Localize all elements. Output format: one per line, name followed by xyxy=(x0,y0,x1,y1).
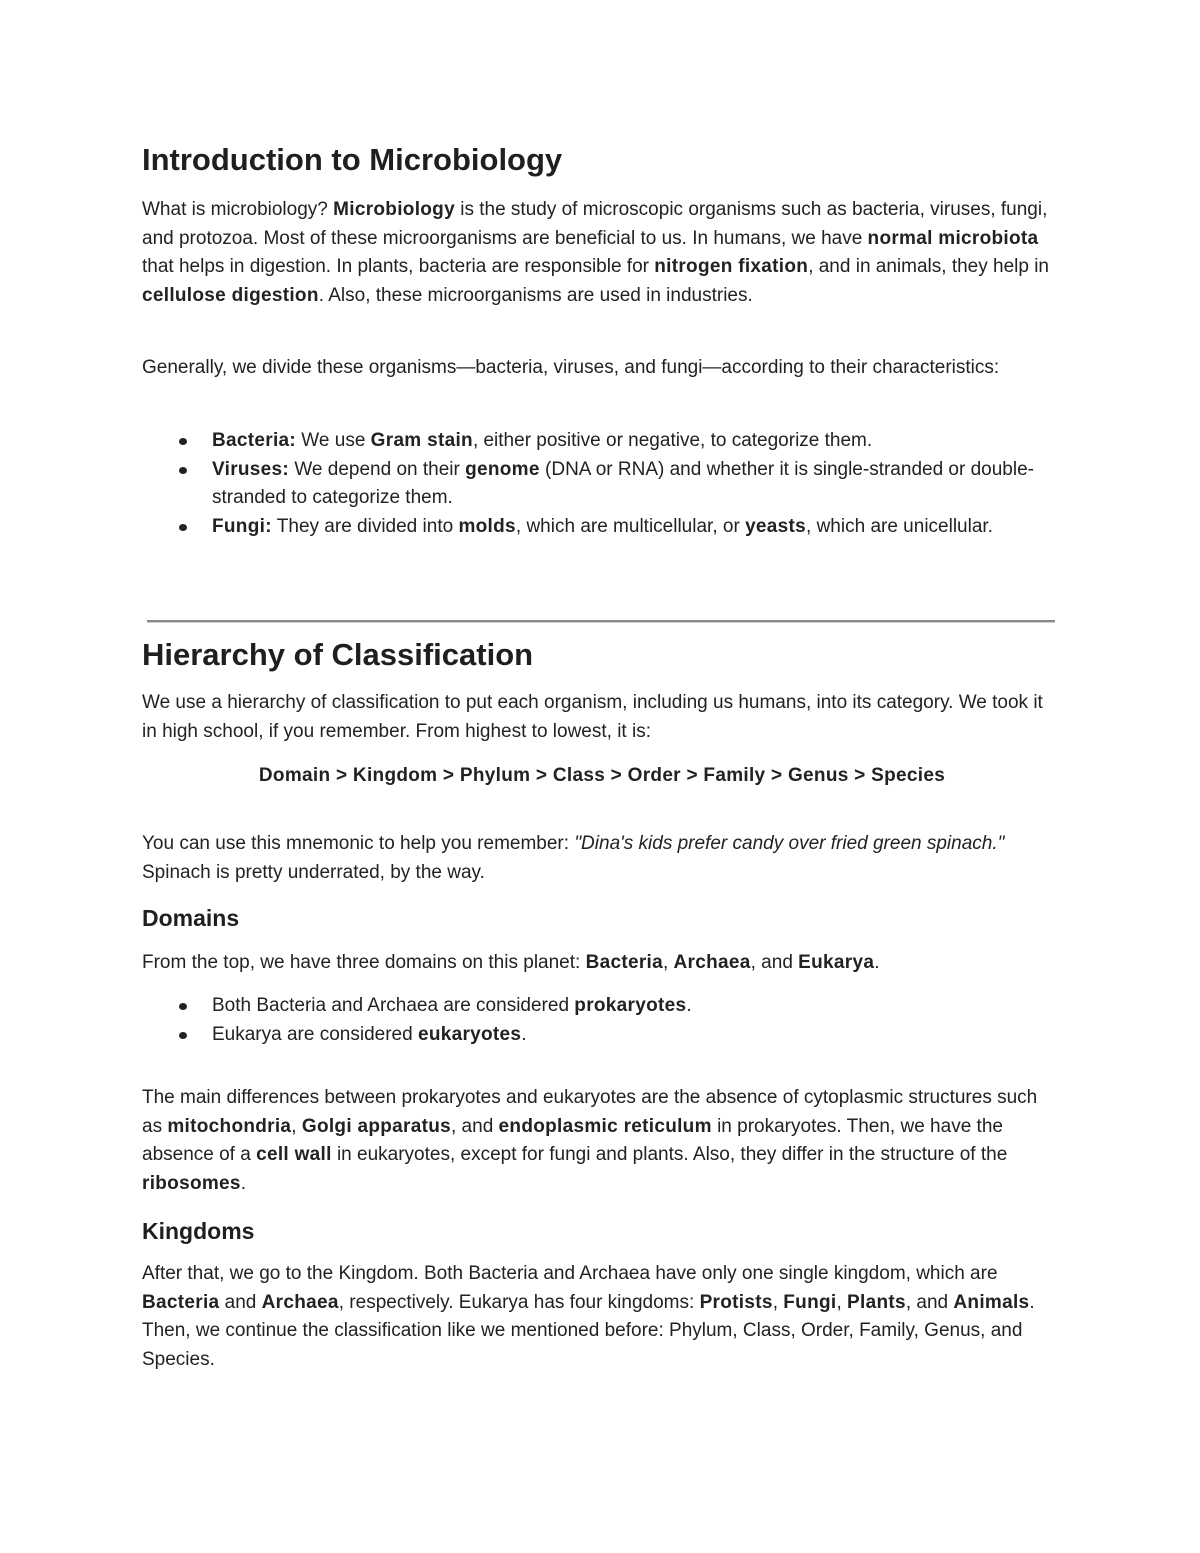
text-run: Spinach is pretty underrated, by the way. xyxy=(142,861,485,883)
organism-list xyxy=(142,427,1062,541)
bold-term: Gram stain xyxy=(370,430,473,451)
bold-term: molds xyxy=(458,515,516,537)
text-run: (DNA or RNA) and whether it is single-stranded or double-stranded to categorize them. xyxy=(212,458,1034,508)
domains-paragraph xyxy=(142,949,1062,978)
bold-term: Viruses: xyxy=(212,458,290,480)
bullet-icon xyxy=(179,438,187,445)
bold-term: nitrogen fixation xyxy=(654,256,809,277)
text-run: that helps in digestion. In plants, bacteria are responsible for xyxy=(142,256,655,277)
bold-term: Bacteria xyxy=(585,952,663,973)
list-item xyxy=(142,513,1062,542)
hierarchy-title: Hierarchy of Classification xyxy=(142,637,534,672)
text-run: . xyxy=(686,995,692,1016)
bold-term: Bacteria: xyxy=(212,430,297,451)
intro-paragraph xyxy=(142,196,1062,310)
text-run: , and xyxy=(451,1115,499,1137)
bold-term: yeasts xyxy=(745,515,807,537)
bold-term: cellulose digestion xyxy=(142,284,319,306)
text-run: . Then, we continue the classification like we mentioned before: Phylum, Class, Order, Family, Genus, and Species. xyxy=(142,1291,1035,1370)
text-run: Eukarya are considered xyxy=(212,1023,418,1045)
text-run: , which are unicellular. xyxy=(806,515,993,537)
domains-list xyxy=(142,992,1062,1049)
divide-paragraph xyxy=(142,354,1062,383)
bold-term: Fungi xyxy=(783,1291,837,1313)
list-item xyxy=(142,1021,1062,1050)
bold-term: Eukarya xyxy=(798,952,875,973)
text-run: , xyxy=(836,1291,848,1313)
text-run: The main differences between prokaryotes and eukaryotes are the absence of cytoplasmic structures such as xyxy=(142,1087,1038,1137)
text-run: , xyxy=(772,1291,784,1313)
bold-term: genome xyxy=(465,458,540,480)
bold-term: Animals xyxy=(953,1291,1030,1313)
text-run: , either positive or negative, to categorize them. xyxy=(472,430,873,451)
text-run: From the top, we have three domains on this planet: xyxy=(142,952,586,973)
kingdoms-heading: Kingdoms xyxy=(142,1218,255,1244)
text-run: , xyxy=(662,952,674,973)
text-run: . xyxy=(521,1023,527,1045)
bold-term: normal microbiota xyxy=(867,227,1039,249)
bold-term: ribosomes xyxy=(142,1172,241,1194)
bold-term: Microbiology xyxy=(333,199,455,220)
text-run: is the study of microscopic organisms such as bacteria, viruses, fungi, and protozoa. Most of these microorganisms are beneficial to us. In humans, we have xyxy=(142,199,1048,249)
text-run: We use a hierarchy of classification to put each organism, including us humans, into its category. We took it in high school, if you remember. From highest to lowest, it is: xyxy=(142,692,1043,742)
text-run: Both Bacteria and Archaea are considered xyxy=(212,995,575,1016)
bold-term: Bacteria xyxy=(142,1291,220,1313)
bullet-icon xyxy=(179,524,187,531)
horizontal-divider xyxy=(147,620,1055,623)
text-run: , respectively. Eukarya has four kingdoms: xyxy=(338,1291,700,1313)
text-run: , xyxy=(291,1115,302,1137)
text-run: , and xyxy=(905,1291,954,1313)
text-run: in prokaryotes. Then, we have the absence of a xyxy=(142,1115,1003,1165)
bold-term: cell wall xyxy=(256,1144,332,1165)
bold-term: Fungi: xyxy=(212,515,272,537)
text-run: Generally, we divide these organisms—bacteria, viruses, and fungi—according to their characteristics: xyxy=(142,357,1000,378)
text-run: What is microbiology? xyxy=(142,199,334,220)
text-run: . xyxy=(240,1172,247,1194)
kingdoms-paragraph xyxy=(142,1260,1062,1374)
text-run: , and in animals, they help in xyxy=(808,256,1049,277)
bold-term: Golgi apparatus xyxy=(301,1115,451,1137)
bold-term: Protists xyxy=(699,1291,773,1313)
bold-term: mitochondria xyxy=(167,1115,292,1137)
mnemonic-paragraph xyxy=(142,830,1062,887)
bullet-icon xyxy=(179,467,187,474)
list-item xyxy=(142,992,1062,1021)
differences-paragraph xyxy=(142,1084,1062,1198)
hierarchy-paragraph xyxy=(142,689,1062,746)
bold-term: Archaea xyxy=(261,1291,339,1313)
domains-heading: Domains xyxy=(142,905,240,931)
hierarchy-sequence: Domain > Kingdom > Phylum > Class > Order > Family > Genus > Species xyxy=(258,765,946,786)
text-run: and xyxy=(219,1291,262,1313)
text-run: . xyxy=(874,952,880,973)
bold-term: endoplasmic reticulum xyxy=(498,1115,712,1137)
text-run: We depend on their xyxy=(289,458,466,480)
text-run: , which are multicellular, or xyxy=(515,515,746,537)
intro-title: Introduction to Microbiology xyxy=(142,142,563,177)
italic-quote: "Dina's kids prefer candy over fried green spinach." xyxy=(574,833,1005,854)
text-run: We use xyxy=(296,430,371,451)
bold-term: prokaryotes xyxy=(574,995,687,1016)
bold-term: eukaryotes xyxy=(417,1023,522,1045)
text-run: . Also, these microorganisms are used in industries. xyxy=(318,284,753,306)
bold-term: Plants xyxy=(847,1291,906,1313)
list-item xyxy=(142,456,1062,513)
bold-term: Archaea xyxy=(673,952,751,973)
text-run: , and xyxy=(750,952,799,973)
bullet-icon xyxy=(179,1003,187,1010)
text-run: They are divided into xyxy=(271,515,459,537)
bullet-icon xyxy=(179,1032,187,1039)
text-run: You can use this mnemonic to help you remember: xyxy=(142,833,575,854)
list-item xyxy=(142,427,1062,456)
text-run: After that, we go to the Kingdom. Both Bacteria and Archaea have only one single kingdom, which are xyxy=(142,1263,998,1284)
text-run: in eukaryotes, except for fungi and plants. Also, they differ in the structure of the xyxy=(331,1144,1008,1165)
